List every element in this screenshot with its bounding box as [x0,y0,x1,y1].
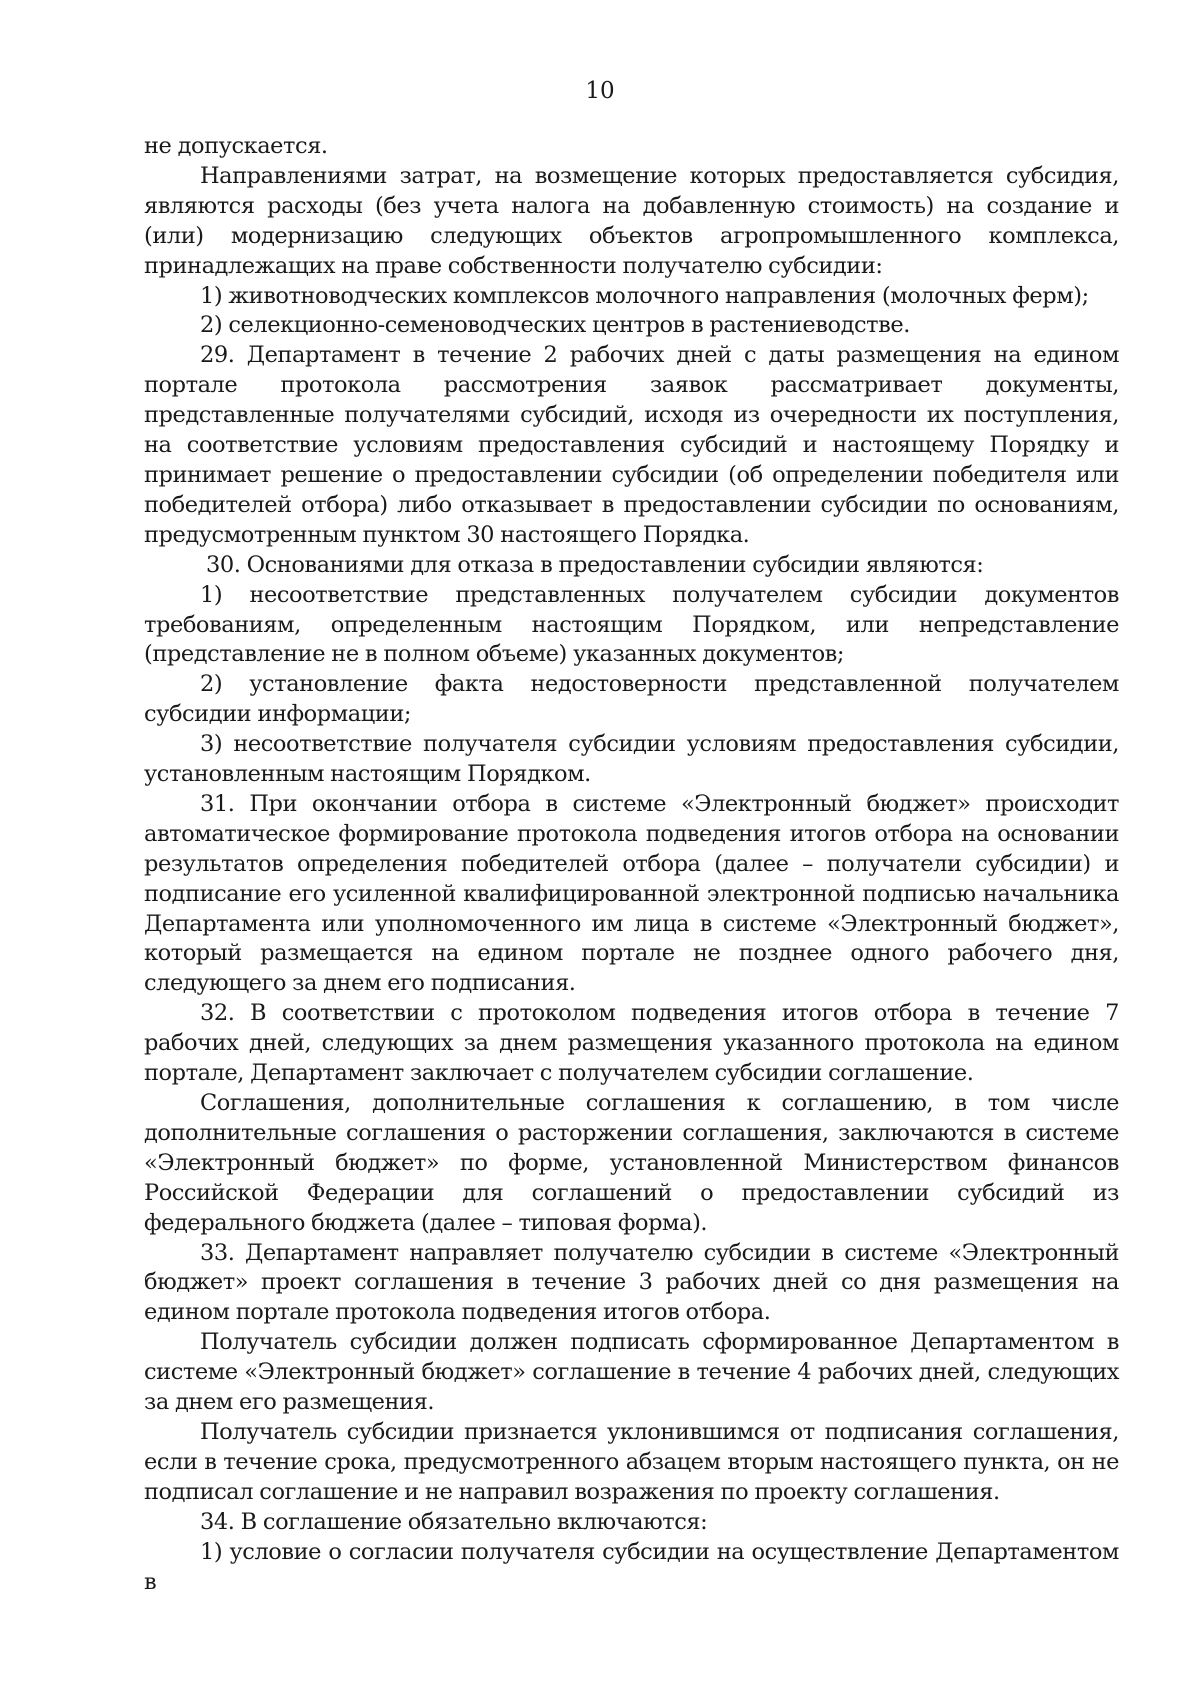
paragraph: Получатель субсидии признается уклонившимся от подписания соглашения, если в течение срока, предусмотренного абзацем вторым настоящего пункта, он не подписал соглашение и не направил возражения по проекту соглашения. [144,1418,1119,1505]
clause-30: 30. Основаниями для отказа в предоставлении субсидии являются: [206,551,984,578]
page-number: 10 [585,78,615,104]
paragraph: не допускается. [144,133,328,159]
list-item: 3) несоответствие получателя субсидии условиям предоставления субсидии, установленным настоящим Порядком. [144,731,1119,788]
clause-29: 29. Департамент в течение 2 рабочих дней с даты размещения на едином портале протокола рассмотрения заявок рассматривает документы, представленные получателями субсидий, исходя из очередности их поступления, на соответствие условиям предоставления субсидий и настоящему Порядку и принимает решение о предоставлении субсидии (об определении победителя или победителей отбора) либо отказывает в предоставлении субсидии по основаниям, предусмотренным пунктом 30 настоящего Порядка. [144,342,1119,548]
list-item: 1) несоответствие представленных получателем субсидии документов требованиям, определенным настоящим Порядком, или непредставление (представление не в полном объеме) указанных документов; [144,581,1119,668]
document-body [144,132,1119,1597]
list-item: 1) животноводческих комплексов молочного направления (молочных ферм); [200,282,1089,309]
paragraph: Направлениями затрат, на возмещение которых предоставляется субсидия, являются расходы (без учета налога на добавленную стоимость) на создание и (или) модернизацию следующих объектов агропромышленного комплекса, принадлежащих на праве собственности получателю субсидии: [144,162,1119,279]
paragraph: Получатель субсидии должен подписать сформированное Департаментом в системе «Электронный бюджет» соглашение в течение 4 рабочих дней, следующих за днем его размещения. [144,1329,1119,1416]
clause-34: 34. В соглашение обязательно включаются: [200,1508,708,1535]
list-item: 1) условие о согласии получателя субсидии на осуществление Департаментом в [144,1538,1119,1595]
clause-33: 33. Департамент направляет получателю субсидии в системе «Электронный бюджет» проект соглашения в течение 3 рабочих дней со дня размещения на едином портале протокола подведения итогов отбора. [144,1239,1119,1326]
list-item: 2) селекционно-семеноводческих центров в растениеводстве. [200,312,910,339]
clause-32: 32. В соответствии с протоколом подведения итогов отбора в течение 7 рабочих дней, следующих за днем размещения указанного протокола на едином портале, Департамент заключает с получателем субсидии соглашение. [144,1000,1119,1087]
clause-31: 31. При окончании отбора в системе «Электронный бюджет» происходит автоматическое формирование протокола подведения итогов отбора на основании результатов определения победителей отбора (далее – получатели субсидии) и подписание его усиленной квалифицированной электронной подписью начальника Департамента или уполномоченного им лица в системе «Электронный бюджет», который размещается на едином портале не позднее одного рабочего дня, следующего за днем его подписания. [144,790,1119,997]
paragraph: Соглашения, дополнительные соглашения к соглашению, в том числе дополнительные соглашения о расторжении соглашения, заключаются в системе «Электронный бюджет» по форме, установленной Министерством финансов Российской Федерации для соглашений о предоставлении субсидий из федерального бюджета (далее – типовая форма). [144,1090,1119,1236]
list-item: 2) установление факта недостоверности представленной получателем субсидии информации; [144,671,1119,728]
